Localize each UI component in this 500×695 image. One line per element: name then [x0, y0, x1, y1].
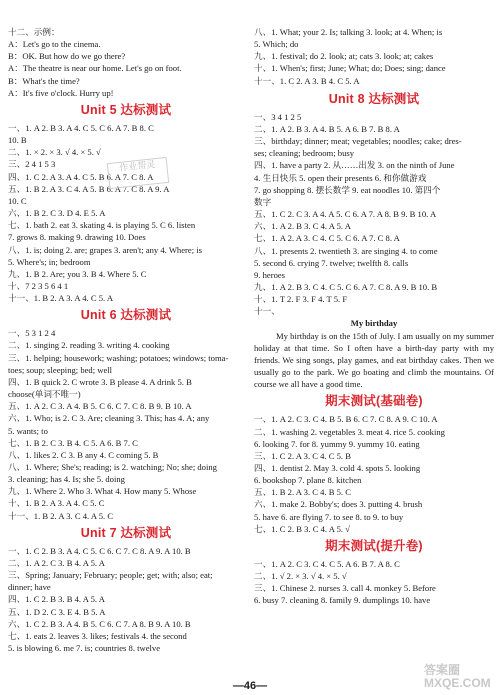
answer-line: 5. wants; to	[8, 425, 48, 436]
answer-line: 四、1. dentist 2. May 3. cold 4. spots 5. looking	[254, 463, 421, 473]
answer-line: 一、1. A 2. C 3. C 4. B 5. B 6. C 7. C 8. A 9. C 10. A	[254, 414, 438, 425]
answer-line: 十、1. When's; first; June; What; do; Does; sing; dance	[254, 63, 446, 74]
answer-line: A：The theatre is near our home. Let's go on foot.	[8, 63, 182, 74]
answer-line: toes; soup; sleeping; bed; well	[8, 364, 113, 375]
answer-line: 四、1. C 2. B 3. B 4. A 5. A	[8, 594, 105, 605]
answer-line: 八、1. What; your 2. Is; talking 3. look; at 4. When; is	[254, 27, 443, 37]
answer-line: 十、1. B 2. A 3. A 4. C 5. C	[8, 498, 105, 509]
answer-line: dinner; have	[8, 582, 51, 593]
answer-line: 9. heroes	[254, 269, 286, 280]
essay-section	[254, 305, 494, 317]
answer-line: 4. 生日快乐 5. open their presents 6. 和你做游戏	[254, 172, 427, 183]
answer-line: 6. bookshop 7. plane 8. kitchen	[254, 475, 362, 486]
answer-line: 十一、1. B 2. A 3. A 4. C 5. A	[8, 293, 114, 304]
answer-line: 5. Where's; in; bedroom	[8, 256, 91, 267]
answer-line: 八、1. presents 2. twentieth 3. are singing 4. to come	[254, 245, 438, 256]
answer-line: 一、5 3 1 2 4	[8, 328, 56, 339]
answer-line: 七、1. C 2. B 3. C 4. A 5. √	[254, 523, 350, 534]
answer-line: 七、1. B 2. C 3. B 4. C 5. A 6. B 7. C	[8, 437, 138, 448]
right-top-section	[254, 26, 494, 87]
unit5-answers	[8, 122, 244, 304]
answer-line: 10. B	[8, 135, 27, 146]
answer-line: 一、3 4 1 2 5	[254, 111, 302, 122]
answer-line: 二、1. A 2. C 3. B 4. A 5. A	[8, 557, 105, 568]
answer-line: 七、1. bath 2. eat 3. skating 4. is playing 5. C 6. listen	[8, 220, 196, 231]
answer-line: 九、1. Where 2. Who 3. What 4. How many 5. Whose	[8, 486, 197, 497]
answer-line: 三、Spring; January; February; people; get; with; also; eat;	[8, 570, 213, 581]
answer-line: 六、1. B 2. C 3. D 4. E 5. A	[8, 208, 106, 219]
answer-line: 十、1. T 2. F 3. F 4. T 5. F	[254, 294, 348, 305]
answer-line: 九、1. A 2. B 3. C 4. C 5. C 6. A 7. C 8. A 9. B 10. B	[254, 281, 438, 292]
answer-line: choose(单词不唯一)	[8, 389, 81, 400]
answer-line: 二、1. singing 2. reading 3. writing 4. cooking	[8, 340, 170, 351]
answer-line: 7. go shopping 8. 摆长数学 9. eat noodles 10. 第四个	[254, 184, 441, 195]
unit8-answers	[254, 111, 494, 306]
answer-line: 一、1. A 2. C 3. C 4. C 5. A 6. B 7. A 8. C	[254, 558, 400, 569]
answer-line: 三、birthday; dinner; meat; vegetables; noodles; cake; dres-	[254, 136, 462, 147]
answer-line: 七、1. eats 2. leaves 3. likes; festivals 4. the second	[8, 630, 187, 641]
answer-line: 六、1. A 2. B 3. C 4. A 5. A	[254, 221, 351, 232]
essay-title: My birthday	[350, 318, 398, 329]
left-top-section	[8, 26, 244, 99]
answer-line: B：OK. But how do we go there?	[8, 51, 126, 62]
answer-line: 二、1. √ 2. × 3. √ 4. × 5. √	[254, 571, 347, 582]
watermark-logo: 答案圈 MXQE.COM	[424, 663, 491, 690]
answer-line: ses; cleaning; bedroom; busy	[254, 148, 355, 159]
answer-line: 八、1. likes 2. C 3. B any 4. C coming 5. B	[8, 449, 159, 460]
answer-line: 六、1. make 2. Bobby's; does 3. putting 4. brush	[254, 499, 423, 510]
answer-line: A：Let's go to the cinema.	[8, 39, 101, 50]
unit6-answers	[8, 327, 244, 522]
answer-line: 5. is blowing 6. me 7. is; countries 8. twelve	[8, 643, 161, 654]
answer-line: 五、1. B 2. A 3. C 4. A 5. B 6. A 7. C 8. A 9. A	[8, 183, 170, 194]
unit5-title: Unit 5 达标测试	[80, 102, 172, 117]
answer-line: 四、1. B quick 2. C wrote 3. B please 4. A drink 5. B	[8, 376, 192, 387]
answer-line: 二、1. × 2. × 3. √ 4. × 5. √	[8, 147, 101, 158]
answer-line: 十、7 2 3 5 6 4 1	[8, 280, 69, 291]
answer-line: 五、1. C 2. C 3. A 4. A 5. C 6. A 7. A 8. B 9. B 10. A	[254, 209, 437, 220]
essay-label: 十一、	[254, 306, 280, 317]
answer-line: 7. grows 8. making 9. drawing 10. Does	[8, 232, 146, 243]
answer-line: 5. second 6. crying 7. twelve; twelfth 8. calls	[254, 257, 409, 268]
left-column	[8, 26, 244, 654]
unit6-title: Unit 6 达标测试	[80, 308, 172, 323]
answer-line: 七、1. A 2. A 3. C 4. C 5. C 6. A 7. C 8. A	[254, 233, 400, 244]
answer-line: 三、1. Chinese 2. nurses 3. call 4. monkey 5. Before	[254, 583, 436, 594]
answer-line: 一、1. C 2. B 3. A 4. C 5. C 6. C 7. C 8. A 9. A 10. B	[8, 545, 191, 556]
answer-line: B：What's the time?	[8, 75, 80, 86]
final-basic-answers	[254, 413, 494, 535]
answer-line: 十一、1. B 2. A 3. C 4. A 5. C	[8, 510, 114, 521]
answer-line: 二、1. washing 2. vegetables 3. meat 4. rice 5. cooking	[254, 426, 445, 437]
answer-line: A：It's five o'clock. Hurry up!	[8, 87, 114, 98]
answer-line: 三、2 4 1 5 3	[8, 159, 56, 170]
answer-line: 五、1. D 2. C 3. E 4. B 5. A	[8, 606, 106, 617]
answer-line: 10. C	[8, 195, 27, 206]
answer-line: 5. Which; do	[254, 39, 299, 50]
unit7-title: Unit 7 达标测试	[80, 525, 172, 540]
essay-body: My birthday is on the 15th of July. I am usually on my summer holiday at that time. So I often have a birth-day party with my friends. We sing songs, play games, and eat birthday cakes. Then we usually go to the park. We go boating and climb the mountains. Of course we all have a good time.	[254, 330, 494, 390]
answer-line: 六、1. C 2. B 3. A 4. B 5. C 6. C 7. A 8. B 9. A 10. B	[8, 618, 191, 629]
answer-line: 一、1. A 2. B 3. A 4. C 5. C 6. A 7. B 8. C	[8, 122, 154, 133]
final-advanced-answers	[254, 558, 494, 607]
answer-line: 二、1. A 2. B 3. A 4. B 5. A 6. B 7. B 8. A	[254, 123, 400, 134]
answer-line: 十一、1. C 2. A 3. B 4. C 5. A	[254, 75, 360, 86]
stamp-overlay: 作业帮灵	[107, 157, 169, 189]
answer-line: 八、1. is; doing 2. are; grapes 3. aren't; any 4. Where; is	[8, 244, 202, 255]
final-basic-title: 期末测试(基础卷)	[325, 394, 423, 409]
answer-line: 六、1. Who; is 2. C 3. Are; cleaning 3. This; has 4. A; any	[8, 413, 210, 424]
answer-line: 五、1. B 2. A 3. C 4. B 5. C	[254, 487, 351, 498]
unit7-answers	[8, 545, 244, 654]
unit8-title: Unit 8 达标测试	[328, 91, 420, 106]
right-column	[254, 26, 494, 607]
answer-line: 数字	[254, 196, 272, 207]
answer-line: 三、1. C 2. A 3. C 4. C 5. B	[254, 450, 351, 461]
answer-line: 五、1. A 2. C 3. A 4. B 5. C 6. C 7. C 8. B 9. B 10. A	[8, 401, 192, 412]
answer-line: 八、1. Where; She's; reading; is 2. watching; No; she; doing	[8, 462, 217, 472]
page-number: —46—	[232, 680, 268, 692]
answer-line: 四、1. C 2. A 3. A 4. C 5. B 6. A 7. C 8. A	[8, 171, 154, 182]
answer-line: 九、1. festival; do 2. look; at; cats 3. look; at; cakes	[254, 51, 434, 62]
answer-line: 四、1. have a party 2. 从……出发 3. on the ninth of June	[254, 160, 455, 171]
answer-line: 5. have 6. are flying 7. to see 8. to 9. to buy	[254, 511, 404, 522]
answer-line: 十二、示例：	[8, 27, 60, 37]
answer-line: 6. busy 7. cleaning 8. family 9. dumplings 10. have	[254, 595, 431, 606]
answer-line: 九、1. B 2. Are; you 3. B 4. Where 5. C	[8, 268, 147, 279]
answer-line: 6. looking 7. for 8. yummy 9. yummy 10. eating	[254, 438, 420, 449]
final-advanced-title: 期末测试(提升卷)	[325, 538, 423, 553]
answer-line: 3. cleaning; has 4. Is; she 5. doing	[8, 474, 125, 485]
answer-line: 三、1. helping; housework; washing; potatoes; windows; toma-	[8, 352, 229, 363]
